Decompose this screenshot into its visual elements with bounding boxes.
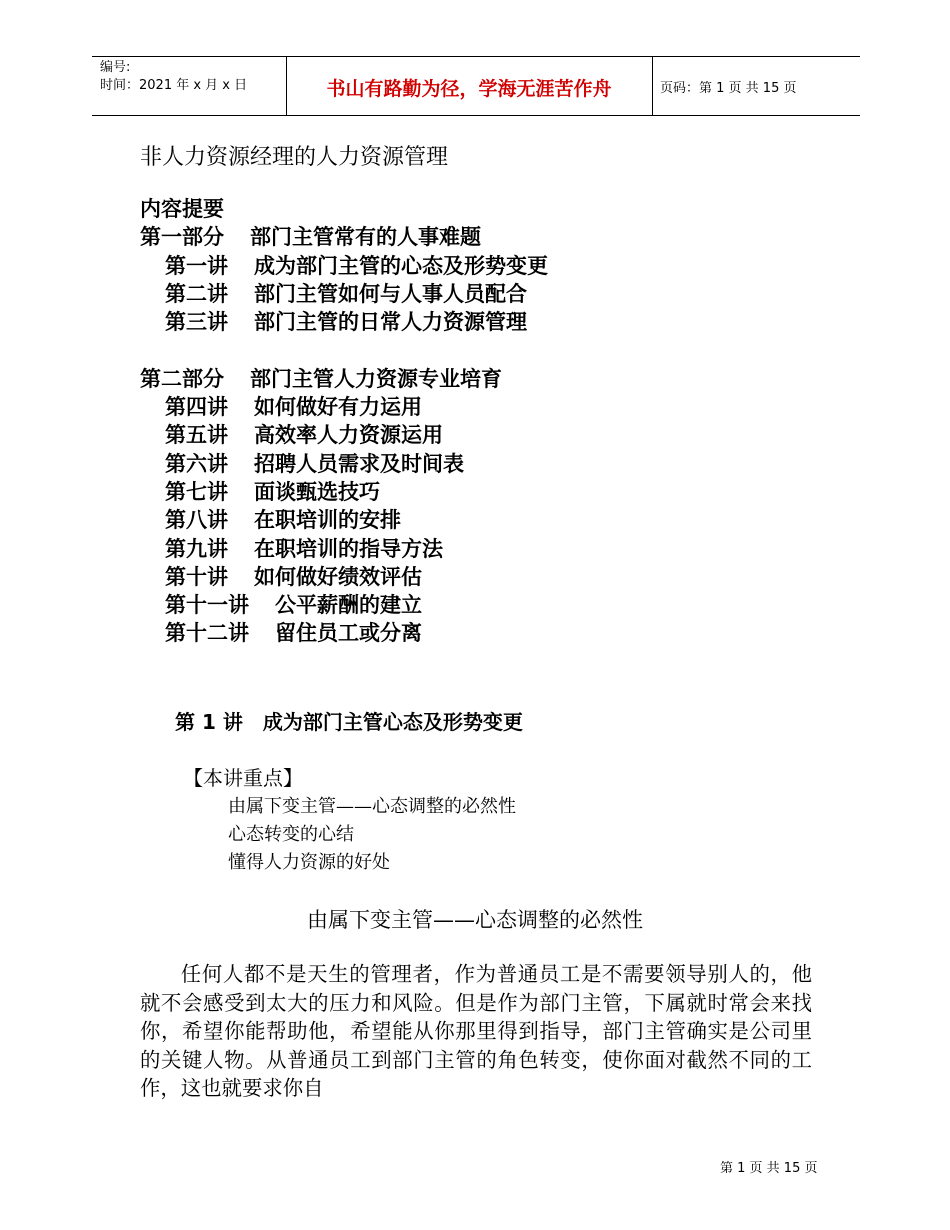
time-label: 时间：2021 年 x 月 x 日	[100, 78, 248, 93]
key-point-item: 心态转变的心结	[228, 824, 354, 845]
toc-lecture-label: 第九讲	[165, 537, 228, 561]
body-paragraph: 任何人都不是天生的管理者，作为普通员工是不需要领导别人的，他就不会感受到太大的压力和风险。但是作为部门主管，下属就时常会来找你，希望你能帮助他，希望能从你那里得到指导，部门主管确实是公司里的关键人物。从普通员工到部门主管的角色转变，使你面对截然不同的工作，这也就要求你自	[140, 962, 812, 1101]
toc-lecture	[165, 252, 548, 280]
toc-lecture-title: 留住员工或分离	[275, 621, 422, 645]
header-top-rule	[92, 56, 860, 57]
header-divider	[286, 57, 287, 115]
toc-part-title: 部门主管人力资源专业培育	[250, 367, 502, 391]
toc-lecture-label: 第五讲	[165, 423, 228, 447]
toc-lecture	[165, 308, 527, 336]
toc-lecture-label: 第三讲	[165, 310, 228, 334]
toc-lecture-title: 成为部门主管的心态及形势变更	[254, 254, 548, 278]
toc-lecture-label: 第八讲	[165, 508, 228, 532]
header-page-info: 页码：第 1 页 共 15 页	[660, 81, 797, 96]
toc-lecture-label: 第十讲	[165, 565, 228, 589]
header-divider	[652, 57, 653, 115]
toc-part	[140, 223, 481, 251]
toc-lecture-label: 第六讲	[165, 452, 228, 476]
section-title: 由属下变主管——心态调整的必然性	[307, 908, 643, 932]
document-title: 非人力资源经理的人力资源管理	[140, 145, 449, 170]
header-motto: 书山有路勤为径，学海无涯苦作舟	[326, 78, 612, 100]
toc-lecture	[165, 478, 380, 506]
toc-heading: 内容提要	[140, 197, 224, 221]
key-point-item: 由属下变主管——心态调整的必然性	[228, 796, 516, 817]
toc-lecture-title: 在职培训的指导方法	[254, 537, 443, 561]
toc-lecture	[165, 563, 422, 591]
header-meta	[100, 59, 247, 95]
toc-part-title: 部门主管常有的人事难题	[250, 225, 481, 249]
toc-lecture-label: 第二讲	[165, 282, 228, 306]
toc-lecture-label: 第一讲	[165, 254, 228, 278]
toc-lecture-label: 第十一讲	[165, 593, 249, 617]
toc-lecture	[165, 421, 443, 449]
toc-lecture	[165, 535, 443, 563]
toc-lecture-title: 在职培训的安排	[254, 508, 401, 532]
toc-lecture	[165, 393, 422, 421]
key-points-title: 【本讲重点】	[183, 766, 303, 790]
toc-lecture-label: 第四讲	[165, 395, 228, 419]
toc-lecture-title: 公平薪酬的建立	[275, 593, 422, 617]
toc-lecture	[165, 591, 422, 619]
lecture-heading: 第 1 讲 成为部门主管心态及形势变更	[175, 710, 523, 734]
toc-lecture-label: 第十二讲	[165, 621, 249, 645]
header-bottom-rule	[92, 115, 860, 116]
toc-lecture-title: 如何做好有力运用	[254, 395, 422, 419]
footer-page-info: 第 1 页 共 15 页	[720, 1161, 818, 1176]
toc-lecture	[165, 506, 401, 534]
toc-lecture-title: 如何做好绩效评估	[254, 565, 422, 589]
toc-lecture-label: 第七讲	[165, 480, 228, 504]
serial-label: 编号:	[100, 60, 131, 75]
toc-part-label: 第一部分	[140, 225, 224, 249]
toc-lecture	[165, 450, 464, 478]
toc-lecture-title: 面谈甄选技巧	[254, 480, 380, 504]
toc-lecture-title: 招聘人员需求及时间表	[254, 452, 464, 476]
toc-lecture	[165, 619, 422, 647]
key-point-item: 懂得人力资源的好处	[228, 852, 390, 873]
toc-lecture-title: 部门主管如何与人事人员配合	[254, 282, 527, 306]
toc-part	[140, 365, 502, 393]
toc-part-label: 第二部分	[140, 367, 224, 391]
toc-lecture	[165, 280, 527, 308]
toc-lecture-title: 部门主管的日常人力资源管理	[254, 310, 527, 334]
toc-lecture-title: 高效率人力资源运用	[254, 423, 443, 447]
